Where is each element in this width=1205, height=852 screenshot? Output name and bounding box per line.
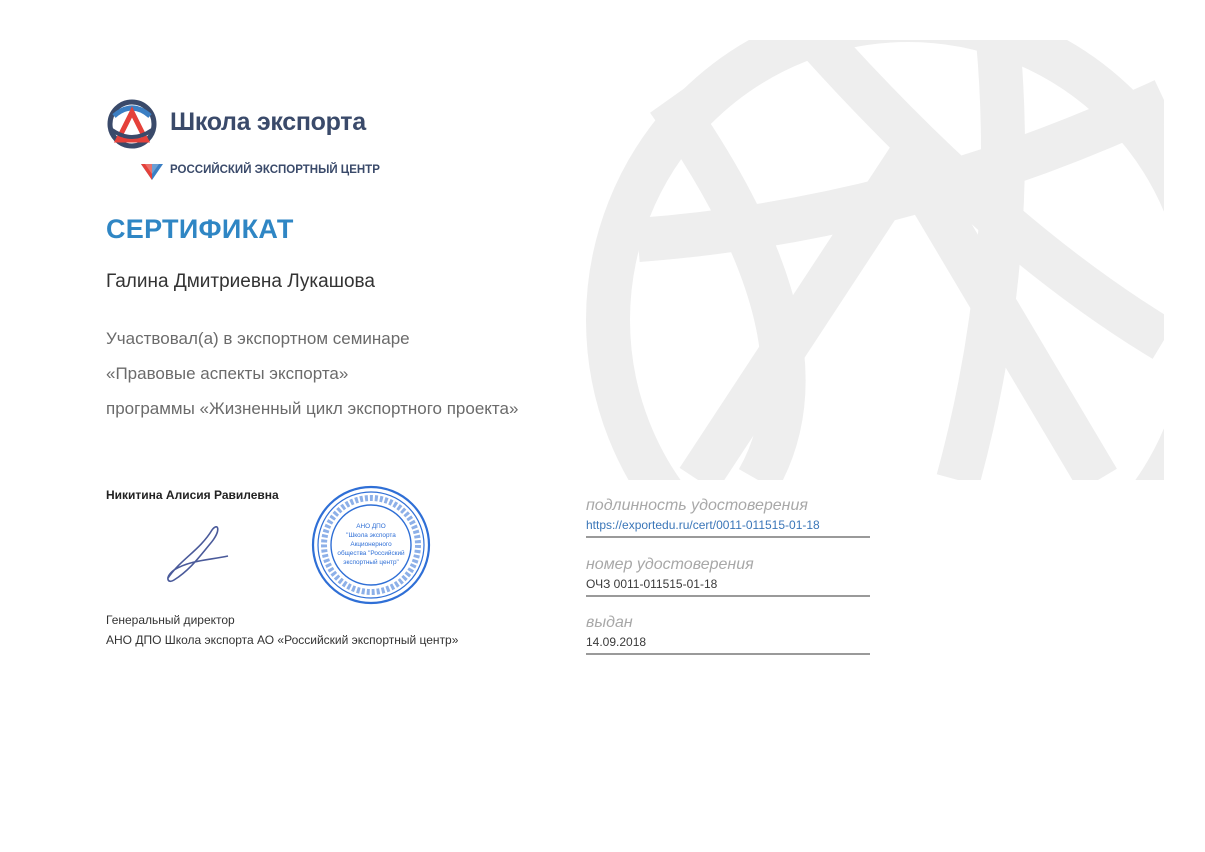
issued-date: 14.09.2018 bbox=[586, 635, 870, 655]
logo-title: Школа экспорта bbox=[170, 108, 366, 136]
signatory-organization: АНО ДПО Школа экспорта АО «Российский экспортный центр» bbox=[106, 633, 459, 647]
signatory-name: Никитина Алисия Равилевна bbox=[106, 488, 279, 502]
handwritten-signature bbox=[160, 520, 230, 584]
globe-watermark-icon bbox=[578, 40, 1164, 480]
school-of-export-logo bbox=[104, 96, 404, 186]
authenticity-field bbox=[586, 497, 870, 538]
number-label: номер удостоверения bbox=[586, 556, 754, 573]
authenticity-label: подлинность удостоверения bbox=[586, 497, 808, 514]
official-stamp bbox=[310, 484, 432, 606]
stamp-line-1: АНО ДПО bbox=[356, 523, 386, 530]
program-name: программы «Жизненный цикл экспортного проекта» bbox=[106, 399, 519, 418]
recipient-name: Галина Дмитриевна Лукашова bbox=[106, 271, 375, 292]
stamp-line-2: "Школа экспорта bbox=[346, 532, 396, 539]
certificate-number-field bbox=[586, 556, 870, 597]
stamp-line-4: общества "Российский bbox=[337, 550, 405, 557]
authenticity-link[interactable]: https://exportedu.ru/cert/0011-011515-01-18 bbox=[586, 518, 870, 538]
participation-line: Участвовал(а) в экспортном семинаре bbox=[106, 329, 410, 348]
stamp-line-5: экспортный центр" bbox=[343, 559, 399, 566]
export-school-emblem-icon bbox=[104, 96, 160, 152]
seminar-name: «Правовые аспекты экспорта» bbox=[106, 364, 349, 383]
certificate-title: СЕРТИФИКАТ bbox=[106, 214, 294, 244]
signatory-role: Генеральный директор bbox=[106, 613, 235, 627]
rec-flag-icon bbox=[141, 164, 163, 180]
stamp-line-3: Акционерного bbox=[350, 541, 392, 548]
issued-label: выдан bbox=[586, 614, 633, 631]
logo-subtitle: РОССИЙСКИЙ ЭКСПОРТНЫЙ ЦЕНТР bbox=[170, 164, 380, 176]
issued-field bbox=[586, 614, 870, 655]
number-value: ОЧЗ 0011-011515-01-18 bbox=[586, 577, 870, 597]
